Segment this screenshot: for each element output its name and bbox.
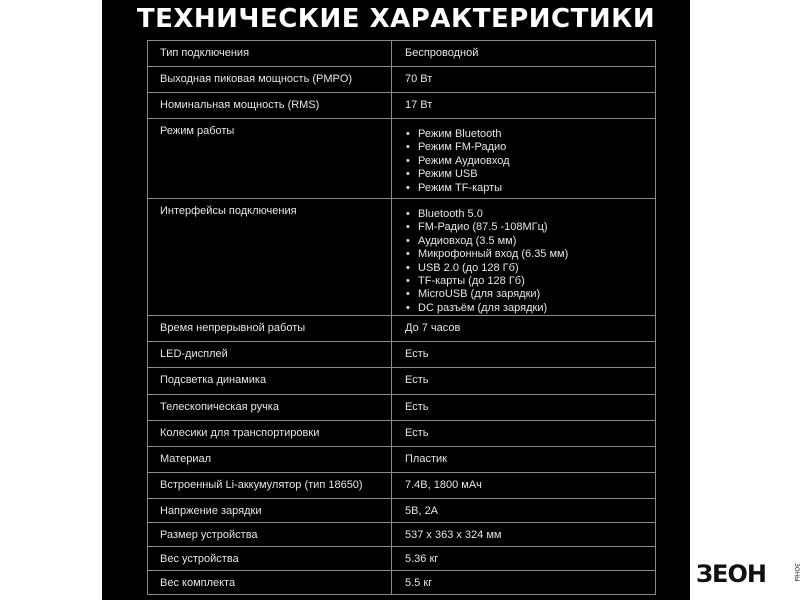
spec-row (148, 395, 656, 421)
spec-label: Интерфейсы подключения (148, 199, 392, 316)
spec-list-item: • MicroUSB (для зарядки) (405, 288, 643, 301)
spec-label: Колесики для транспортировки (148, 421, 392, 447)
spec-value-list (392, 119, 656, 199)
spec-table (147, 40, 656, 595)
spec-list-item: • TF-карты (до 128 Гб) (405, 275, 643, 288)
spec-list (405, 128, 643, 195)
spec-row (148, 119, 656, 199)
spec-row (148, 342, 656, 368)
spec-row (148, 571, 656, 595)
spec-value: 5В, 2А (392, 499, 656, 523)
spec-label: Вес устройства (148, 547, 392, 571)
spec-row (148, 499, 656, 523)
spec-list-item: • Режим TF-карты (405, 182, 643, 195)
spec-list-item: • DC разъём (для зарядки) (405, 302, 643, 315)
spec-value: 537 x 363 x 324 мм (392, 523, 656, 547)
spec-list-item: • Режим Аудиовход (405, 155, 643, 168)
spec-label: Подсветка динамика (148, 368, 392, 395)
spec-row (148, 368, 656, 395)
brand-logo: ЗЕОН (696, 560, 766, 588)
spec-row (148, 473, 656, 499)
spec-value: Есть (392, 368, 656, 395)
spec-list-item: • USB 2.0 (до 128 Гб) (405, 262, 643, 275)
spec-value: Пластик (392, 447, 656, 473)
spec-value: До 7 часов (392, 316, 656, 342)
spec-row (148, 547, 656, 571)
spec-label: Встроенный Li-аккумулятор (тип 18650) (148, 473, 392, 499)
spec-label: Материал (148, 447, 392, 473)
spec-label: Телескопическая ручка (148, 395, 392, 421)
spec-list-item: • Bluetooth 5.0 (405, 208, 643, 221)
spec-label: Размер устройства (148, 523, 392, 547)
spec-label: Время непрерывной работы (148, 316, 392, 342)
spec-value: Есть (392, 342, 656, 368)
spec-list-item: • Режим USB (405, 168, 643, 181)
spec-value: 17 Вт (392, 93, 656, 119)
spec-label: Напржение зарядки (148, 499, 392, 523)
spec-list-item: • Аудиовход (3.5 мм) (405, 235, 643, 248)
spec-label: Тип подключения (148, 41, 392, 67)
spec-value: 7.4В, 1800 мАч (392, 473, 656, 499)
spec-value: 5.5 кг (392, 571, 656, 595)
spec-label: Выходная пиковая мощность (PMPO) (148, 67, 392, 93)
brand-logo-subtext: ЗОНЫ (793, 563, 800, 582)
spec-value: 5.36 кг (392, 547, 656, 571)
spec-label: Номинальная мощность (RMS) (148, 93, 392, 119)
spec-row (148, 41, 656, 67)
spec-row (148, 523, 656, 547)
spec-value: 70 Вт (392, 67, 656, 93)
spec-list-item: • Микрофонный вход (6.35 мм) (405, 248, 643, 261)
spec-row (148, 67, 656, 93)
spec-row (148, 421, 656, 447)
spec-label: Вес комплекта (148, 571, 392, 595)
spec-value: Есть (392, 395, 656, 421)
spec-label: Режим работы (148, 119, 392, 199)
spec-panel (102, 0, 690, 600)
spec-list-item: • Режим FM-Радио (405, 141, 643, 154)
spec-row (148, 447, 656, 473)
spec-label: LED-дисплей (148, 342, 392, 368)
spec-row (148, 316, 656, 342)
spec-list-item: • FM-Радио (87.5 -108МГц) (405, 221, 643, 234)
spec-row (148, 199, 656, 316)
page-title: ТЕХНИЧЕСКИЕ ХАРАКТЕРИСТИКИ (136, 4, 656, 34)
spec-value-list (392, 199, 656, 316)
spec-value: Есть (392, 421, 656, 447)
spec-value: Беспроводной (392, 41, 656, 67)
spec-list-item: • Режим Bluetooth (405, 128, 643, 141)
spec-row (148, 93, 656, 119)
spec-list (405, 208, 643, 315)
